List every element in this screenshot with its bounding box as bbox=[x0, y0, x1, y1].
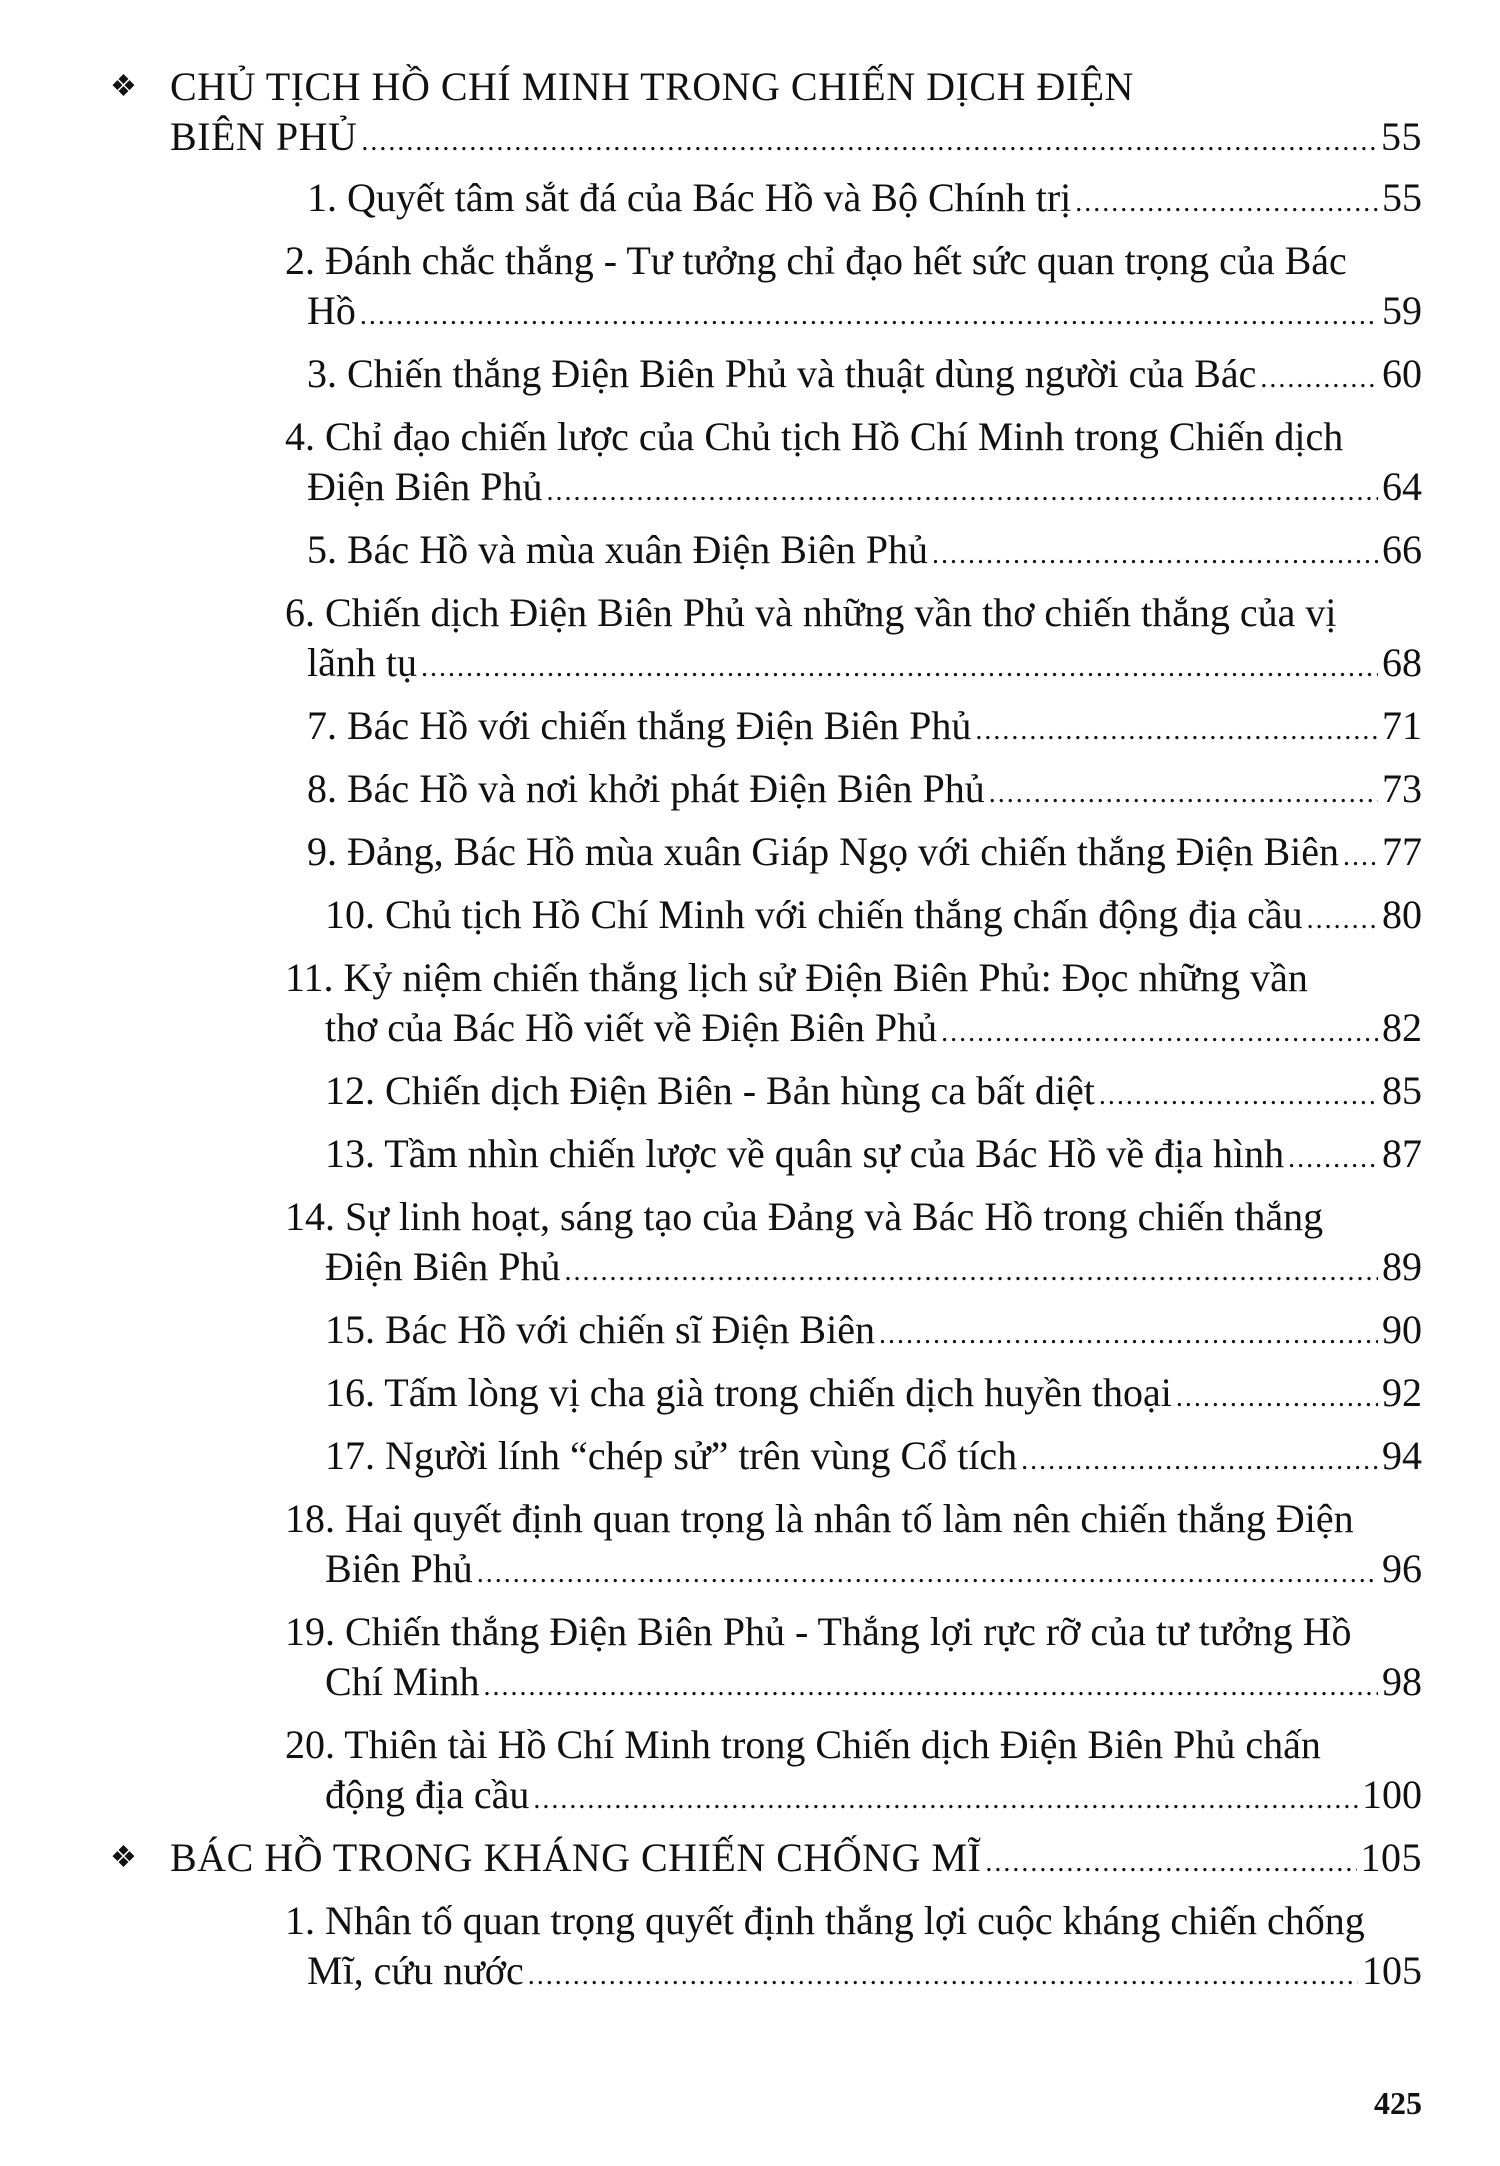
page-ref: 87 bbox=[1382, 1131, 1422, 1176]
page-ref: 92 bbox=[1382, 1370, 1422, 1415]
item-number: 12. bbox=[325, 1068, 375, 1113]
item-title-cont: Điện Biên Phủ bbox=[325, 1244, 561, 1289]
table-of-contents bbox=[110, 62, 1422, 2009]
dot-leader bbox=[1260, 354, 1378, 404]
item-number: 6. bbox=[285, 590, 315, 635]
item-title-cont: lãnh tụ bbox=[307, 640, 417, 685]
item-number: 2. bbox=[285, 238, 315, 283]
item-title: Bác Hồ và mùa xuân Điện Biên Phủ bbox=[347, 527, 928, 572]
item-title-cont: Mĩ, cứu nước bbox=[307, 1948, 524, 1993]
item-title: Chiến dịch Điện Biên Phủ và những vần thơ chiến thắng của vị bbox=[325, 590, 1337, 635]
toc-item bbox=[110, 525, 1422, 580]
toc-item bbox=[110, 1431, 1422, 1486]
dot-leader bbox=[879, 1310, 1378, 1360]
page-ref: 105 bbox=[1360, 1835, 1422, 1880]
item-title: Quyết tâm sắt đá của Bác Hồ và Bộ Chính trị bbox=[347, 175, 1072, 220]
toc-item bbox=[110, 1192, 1422, 1297]
item-number: 3. bbox=[307, 351, 337, 396]
dot-leader bbox=[941, 1008, 1378, 1058]
item-title-cont: Chí Minh bbox=[325, 1659, 480, 1704]
toc-item bbox=[110, 349, 1422, 404]
dot-leader bbox=[1307, 895, 1378, 945]
page-ref: 55 bbox=[1381, 114, 1422, 159]
item-title: Tầm nhìn chiến lược về quân sự của Bác Hồ về địa hình bbox=[384, 1131, 1285, 1176]
item-title: Bác Hồ với chiến sĩ Điện Biên bbox=[385, 1307, 875, 1352]
item-title: Đảng, Bác Hồ mùa xuân Giáp Ngọ với chiến thắng Điện Biên bbox=[347, 829, 1340, 874]
item-title: Nhân tố quan trọng quyết định thắng lợi cuộc kháng chiến chống bbox=[325, 1898, 1365, 1943]
dot-leader bbox=[1075, 178, 1378, 228]
page-ref: 77 bbox=[1382, 829, 1422, 874]
page-ref: 94 bbox=[1382, 1433, 1422, 1478]
item-number: 14. bbox=[285, 1194, 335, 1239]
dot-leader bbox=[985, 1838, 1356, 1888]
page-ref: 80 bbox=[1382, 892, 1422, 937]
item-title: Bác Hồ và nơi khởi phát Điện Biên Phủ bbox=[347, 766, 985, 811]
page-ref: 96 bbox=[1382, 1546, 1422, 1591]
item-title: Kỷ niệm chiến thắng lịch sử Điện Biên Phủ: Đọc những vần bbox=[343, 955, 1308, 1000]
page-ref: 85 bbox=[1382, 1068, 1422, 1113]
toc-section-1 bbox=[110, 62, 1422, 167]
item-number: 9. bbox=[307, 829, 337, 874]
dot-leader bbox=[483, 1662, 1378, 1712]
item-title-cont: động địa cầu bbox=[325, 1772, 530, 1817]
dot-leader bbox=[477, 1549, 1378, 1599]
page-ref: 66 bbox=[1382, 527, 1422, 572]
dot-leader bbox=[533, 1775, 1358, 1825]
toc-section-2 bbox=[110, 1833, 1422, 1888]
page-ref: 98 bbox=[1382, 1659, 1422, 1704]
item-number: 17. bbox=[325, 1433, 375, 1478]
item-title: Chiến thắng Điện Biên Phủ và thuật dùng người của Bác bbox=[347, 351, 1257, 396]
dot-leader bbox=[1021, 1436, 1378, 1486]
dot-leader bbox=[1099, 1071, 1378, 1121]
page-ref: 89 bbox=[1382, 1244, 1422, 1289]
page-ref: 60 bbox=[1382, 351, 1422, 396]
item-title-cont: thơ của Bác Hồ viết về Điện Biên Phủ bbox=[325, 1005, 938, 1050]
dot-leader bbox=[547, 467, 1378, 517]
dot-leader bbox=[975, 706, 1378, 756]
dot-leader bbox=[361, 117, 1377, 167]
item-number: 15. bbox=[325, 1307, 375, 1352]
item-number: 1. bbox=[307, 175, 337, 220]
dot-leader bbox=[989, 769, 1378, 819]
item-title: Thiên tài Hồ Chí Minh trong Chiến dịch Điện Biên Phủ chấn bbox=[344, 1722, 1321, 1767]
item-title: Hai quyết định quan trọng là nhân tố làm nên chiến thắng Điện bbox=[345, 1496, 1354, 1541]
item-title: Sự linh hoạt, sáng tạo của Đảng và Bác Hồ trong chiến thắng bbox=[345, 1194, 1324, 1239]
item-title-cont: Điện Biên Phủ bbox=[307, 464, 543, 509]
dot-leader bbox=[360, 291, 1378, 341]
item-title: Chỉ đạo chiến lược của Chủ tịch Hồ Chí Minh trong Chiến dịch bbox=[325, 414, 1344, 459]
item-number: 11. bbox=[285, 955, 334, 1000]
page-ref: 90 bbox=[1382, 1307, 1422, 1352]
item-title: Chiến dịch Điện Biên - Bản hùng ca bất diệt bbox=[385, 1068, 1095, 1113]
item-number: 7. bbox=[307, 703, 337, 748]
dot-leader bbox=[1288, 1134, 1378, 1184]
section-title: BÁC HỒ TRONG KHÁNG CHIẾN CHỐNG MĨ bbox=[170, 1835, 982, 1880]
item-number: 4. bbox=[285, 414, 315, 459]
dot-leader bbox=[421, 643, 1378, 693]
item-title: Người lính “chép sử” trên vùng Cổ tích bbox=[385, 1433, 1018, 1478]
toc-item bbox=[110, 1896, 1422, 2001]
page-ref: 59 bbox=[1382, 288, 1422, 333]
page-ref: 105 bbox=[1362, 1948, 1422, 1993]
item-title-cont: Hồ bbox=[307, 288, 356, 333]
toc-item bbox=[110, 1494, 1422, 1599]
dot-leader bbox=[1176, 1373, 1378, 1423]
section-title-line1: CHỦ TỊCH HỒ CHÍ MINH TRONG CHIẾN DỊCH ĐIỆN bbox=[170, 64, 1134, 109]
page-ref: 71 bbox=[1382, 703, 1422, 748]
item-title-cont: Biên Phủ bbox=[325, 1546, 473, 1591]
page-number: 425 bbox=[1374, 2085, 1422, 2121]
dot-leader bbox=[528, 1951, 1358, 2001]
dot-leader bbox=[1343, 832, 1378, 882]
item-number: 16. bbox=[325, 1370, 375, 1415]
toc-item bbox=[110, 1720, 1422, 1825]
item-number: 20. bbox=[285, 1722, 335, 1767]
toc-item bbox=[110, 236, 1422, 341]
section-title-line2: BIÊN PHỦ bbox=[170, 114, 358, 159]
diamond-bullet-icon: ❖ bbox=[110, 1841, 138, 1874]
toc-item bbox=[110, 953, 1422, 1058]
item-number: 8. bbox=[307, 766, 337, 811]
toc-item bbox=[110, 1129, 1422, 1184]
toc-item bbox=[110, 412, 1422, 517]
item-title: Đánh chắc thắng - Tư tưởng chỉ đạo hết sức quan trọng của Bác bbox=[325, 238, 1347, 283]
page-ref: 68 bbox=[1382, 640, 1422, 685]
toc-item bbox=[110, 827, 1422, 882]
item-number: 5. bbox=[307, 527, 337, 572]
dot-leader bbox=[932, 530, 1378, 580]
page-ref: 55 bbox=[1382, 175, 1422, 220]
item-title: Tấm lòng vị cha già trong chiến dịch huyền thoại bbox=[384, 1370, 1172, 1415]
page-ref: 100 bbox=[1362, 1772, 1422, 1817]
toc-item bbox=[110, 1368, 1422, 1423]
item-number: 19. bbox=[285, 1609, 335, 1654]
toc-item bbox=[110, 1305, 1422, 1360]
page-ref: 64 bbox=[1382, 464, 1422, 509]
page-ref: 82 bbox=[1382, 1005, 1422, 1050]
page-ref: 73 bbox=[1382, 766, 1422, 811]
toc-item bbox=[110, 1607, 1422, 1712]
toc-item bbox=[110, 701, 1422, 756]
toc-item bbox=[110, 173, 1422, 228]
toc-item bbox=[110, 1066, 1422, 1121]
toc-item bbox=[110, 890, 1422, 945]
diamond-bullet-icon: ❖ bbox=[110, 70, 138, 103]
item-number: 18. bbox=[285, 1496, 335, 1541]
item-title: Chủ tịch Hồ Chí Minh với chiến thắng chấn động địa cầu bbox=[385, 892, 1303, 937]
item-title: Bác Hồ với chiến thắng Điện Biên Phủ bbox=[347, 703, 972, 748]
item-number: 13. bbox=[325, 1131, 375, 1176]
item-number: 1. bbox=[285, 1898, 315, 1943]
toc-item bbox=[110, 764, 1422, 819]
item-number: 10. bbox=[325, 892, 375, 937]
item-title: Chiến thắng Điện Biên Phủ - Thắng lợi rực rỡ của tư tưởng Hồ bbox=[345, 1609, 1352, 1654]
toc-item bbox=[110, 588, 1422, 693]
dot-leader bbox=[565, 1247, 1378, 1297]
